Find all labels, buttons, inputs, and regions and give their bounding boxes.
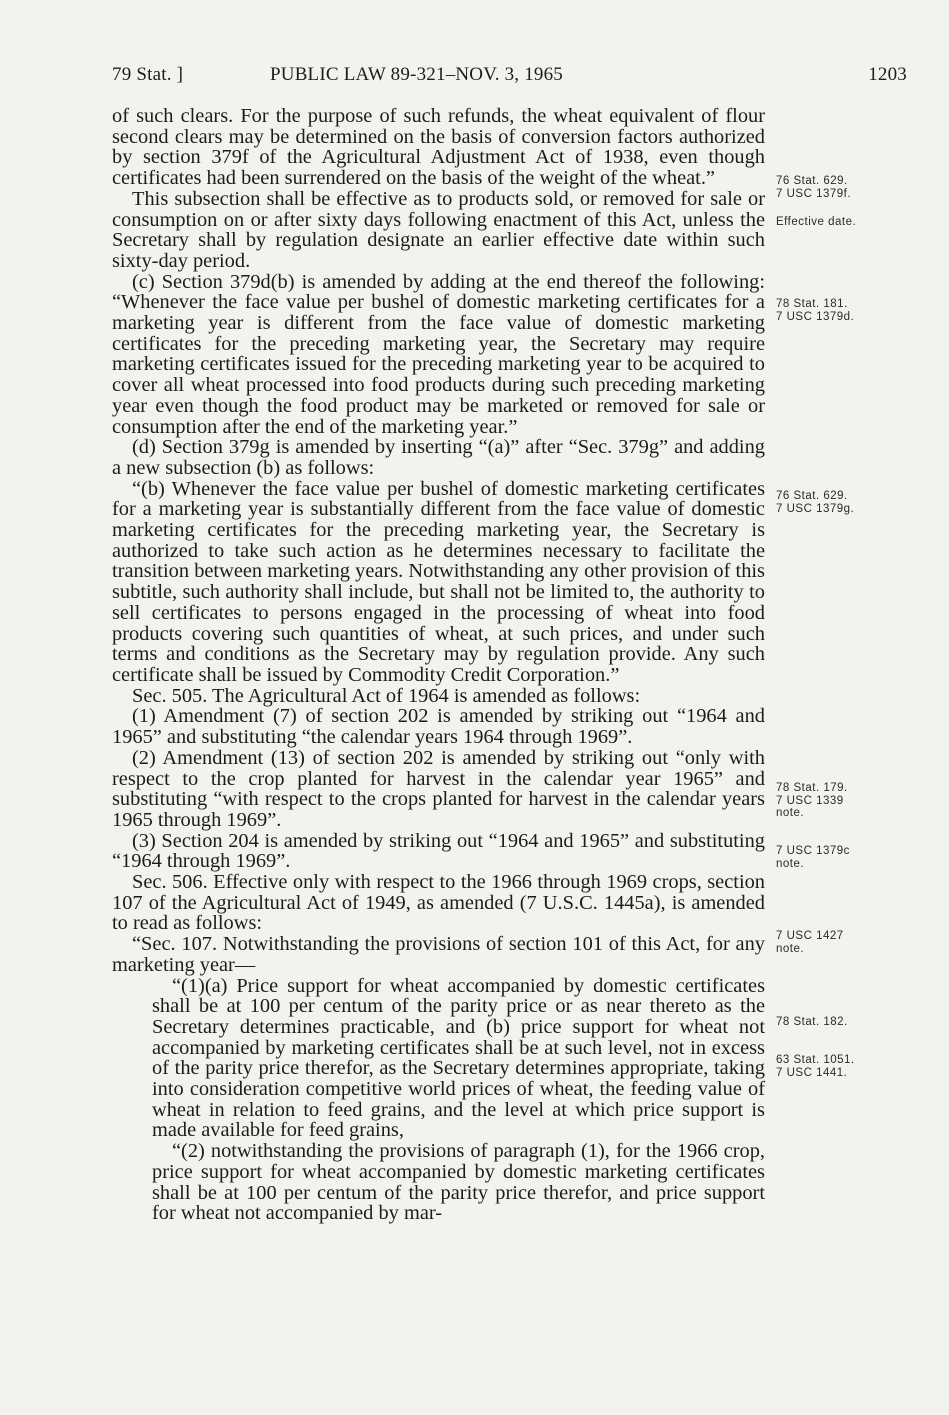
paragraph: “(1)(a) Price support for wheat accompanied by domestic certificates shall be at 100 per centum of the parity price or as near thereto as the Secretary determines practicable, and (b) price support for wheat not accompanied by marketing certificates shall be at such level, not in excess of the parity price therefor, as the Secretary determines appropriate, taking into consideration competitive world prices of wheat, the feeding value of wheat in relation to feed grains, and the level at which price support is made available for feed grains,: [152, 974, 765, 1142]
margin-note: 78 Stat. 181. 7 USC 1379d.: [776, 298, 855, 323]
margin-note: 78 Stat. 179. 7 USC 1339 note.: [776, 782, 848, 819]
margin-note: 7 USC 1427 note.: [776, 930, 844, 955]
main-text: [112, 106, 765, 1224]
paragraph: (1) Amendment (7) of section 202 is amended by striking out “1964 and 1965” and substituting “the calendar years 1964 through 1969”.: [112, 705, 765, 749]
page-header: [112, 64, 907, 88]
paragraph: (2) Amendment (13) of section 202 is amended by striking out “only with respect to the crop planted for harvest in the calendar year 1965” and substituting “with respect to the crops planted for harvest in the calendar years 1965 through 1969”.: [112, 746, 765, 831]
paragraph: “(2) notwithstanding the provisions of paragraph (1), for the 1966 crop, price support for wheat accompanied by domestic marketing certificates shall be at 100 per centum of the parity price therefor, and price support for wheat not accompanied by mar-: [152, 1140, 765, 1225]
page-number: 1203: [868, 64, 907, 85]
paragraph: “Sec. 107. Notwithstanding the provisions of section 101 of this Act, for any marketing year—: [112, 933, 765, 976]
paragraph: This subsection shall be effective as to products sold, or removed for sale or consumption on or after sixty days following enactment of this Act, unless the Secretary shall by regulation designate an earlier effective date within such sixty-day period.: [112, 187, 765, 272]
section-heading: Sec. 506. Effective only with respect to the 1966 through 1969 crops, section 107 of the Agricultural Act of 1949, as amended (7 U.S.C. 1445a), is amended to read as follows:: [112, 871, 765, 935]
paragraph: (c) Section 379d(b) is amended by adding at the end thereof the following: “Whenever the face value per bushel of domestic marketing certificates for a marketing year is different from the face value of domestic marketing certificates for the preceding marketing year, the Secretary may require marketing certificates issued for the preceding marketing year to be acquired to cover all wheat processed into food products during such preceding marketing year even though the food product may be marketed or removed for sale or consumption after the end of the marketing year.”: [112, 270, 765, 438]
section-heading: Sec. 505. The Agricultural Act of 1964 is amended as follows:: [132, 684, 641, 707]
paragraph: (3) Section 204 is amended by striking out “1964 and 1965” and substituting “1964 through 1969”.: [112, 829, 765, 873]
paragraph: “(b) Whenever the face value per bushel of domestic marketing certificates for a marketing year is substantially different from the face value of domestic marketing certificates for the preceding marketing year, the Secretary is authorized to take such action as he determines necessary to facilitate the transition between marketing years. Notwithstanding any other provision of this subtitle, such authority shall include, but shall not be limited to, the authority to sell certificates to persons engaged in the processing of wheat into food products covering such quantities of wheat, at such prices, and under such terms and conditions as the Secretary may by regulation provide. Any such certificate shall be issued by Commodity Credit Corporation.”: [112, 477, 765, 686]
margin-note: 78 Stat. 182.: [776, 1016, 848, 1028]
margin-note: 76 Stat. 629. 7 USC 1379g.: [776, 490, 855, 515]
statute-volume: 79 Stat. ]: [112, 64, 184, 85]
margin-note: 63 Stat. 1051. 7 USC 1441.: [776, 1054, 855, 1079]
paragraph: (d) Section 379g is amended by inserting “(a)” after “Sec. 379g” and adding a new subsection (b) as follows:: [112, 436, 765, 479]
margin-note: Effective date.: [776, 216, 857, 228]
margin-note: 76 Stat. 629. 7 USC 1379f.: [776, 175, 852, 200]
margin-note: 7 USC 1379c note.: [776, 845, 850, 870]
page-title: PUBLIC LAW 89-321–NOV. 3, 1965: [270, 64, 564, 85]
paragraph: of such clears. For the purpose of such refunds, the wheat equivalent of flour second clears may be determined on the basis of conversion factors authorized by section 379f of the Agricultural Adjustment Act of 1938, even though certificates had been surrendered on the basis of the weight of the wheat.”: [112, 105, 765, 190]
